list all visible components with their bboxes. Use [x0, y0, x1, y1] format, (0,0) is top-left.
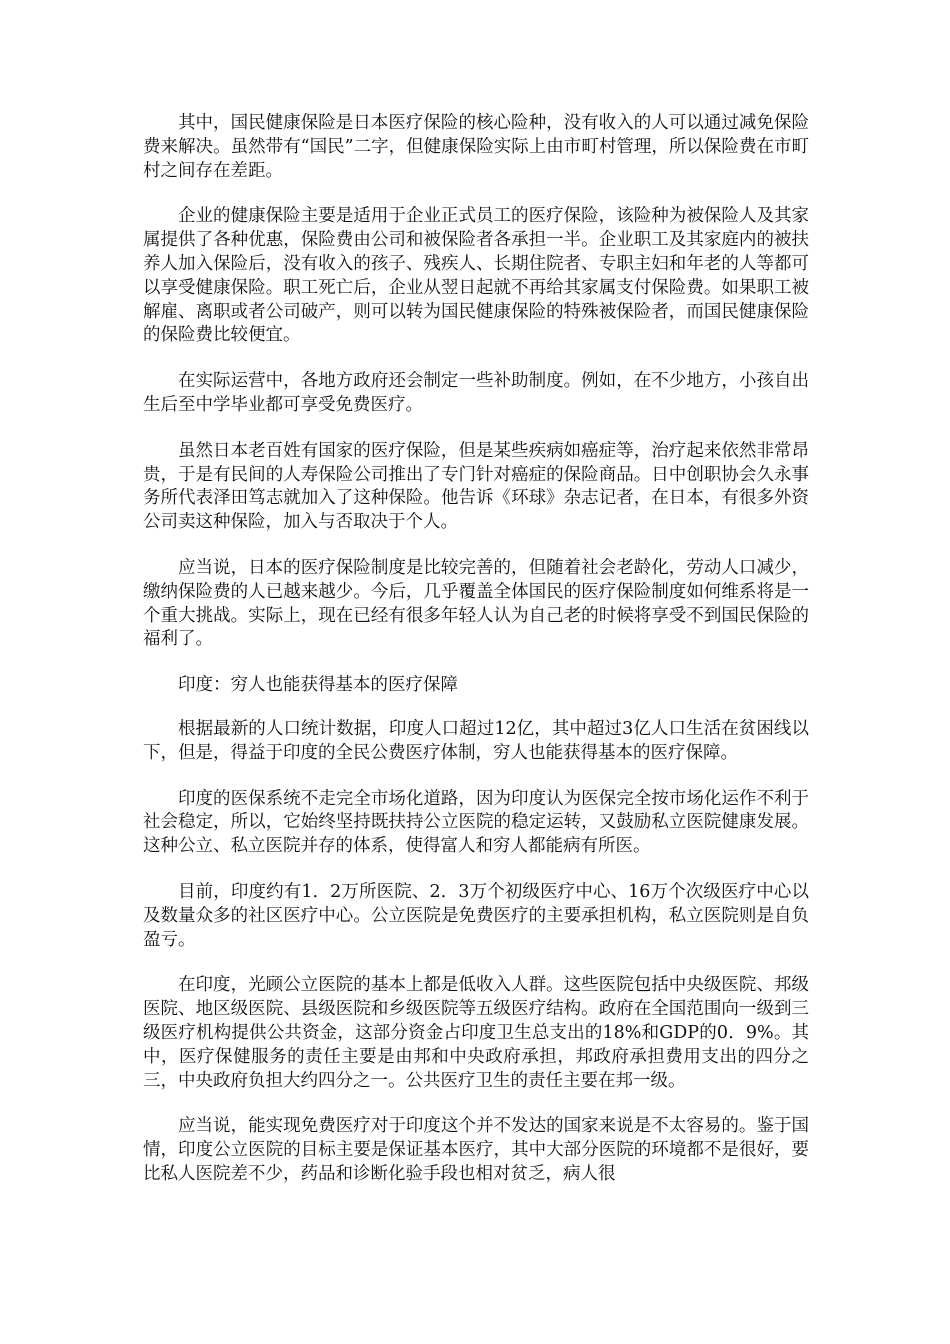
paragraph-japan-cancer-insurance: 虽然日本老百姓有国家的医疗保险，但是某些疾病如癌症等，治疗起来依然非常昂贵，于是有民间的人寿保险公司推出了专门针对癌症的保险商品。日中创职协会久永事务所代表泽田笃志就加入了这种保险。他告诉《环球》杂志记者，在日本，有很多外资公司卖这种保险，加入与否取决于个人。	[143, 440, 809, 533]
paragraph-india-free-care: 应当说，能实现免费医疗对于印度这个并不发达的国家来说是不太容易的。鉴于国情，印度公立医院的目标主要是保证基本医疗，其中大部分医院的环境都不是很好，要比私人医院差不少，药品和诊断化验手段也相对贫乏，病人很	[143, 1116, 809, 1184]
paragraph-japan-local-subsidy: 在实际运营中，各地方政府还会制定一些补助制度。例如，在不少地方，小孩自出生后至中学毕业都可享受免费医疗。	[143, 371, 809, 415]
section-heading-india: 印度：穷人也能获得基本的医疗保障	[178, 675, 458, 696]
paragraph-japan-challenges: 应当说，日本的医疗保险制度是比较完善的，但随着社会老龄化，劳动人口减少，缴纳保险费的人已越来越少。今后，几乎覆盖全体国民的医疗保险制度如何维系将是一个重大挑战。实际上，现在已经有很多年轻人认为自己老的时候将享受不到国民保险的福利了。	[143, 557, 809, 650]
paragraph-japan-national-insurance: 其中，国民健康保险是日本医疗保险的核心险种，没有收入的人可以通过减免保险费来解决。虽然带有“国民”二字，但健康保险实际上由市町村管理，所以保险费在市町村之间存在差距。	[143, 113, 809, 181]
paragraph-india-facilities: 目前，印度约有1．2万所医院、2．3万个初级医疗中心、16万个次级医疗中心以及数量众多的社区医疗中心。公立医院是免费医疗的主要承担机构，私立医院则是自负盈亏。	[143, 881, 809, 950]
paragraph-india-public-hospitals: 在印度，光顾公立医院的基本上都是低收入人群。这些医院包括中央级医院、邦级医院、地区级医院、县级医院和乡级医院等五级医疗结构。政府在全国范围向一级到三级医疗机构提供公共资金，这部分资金占印度卫生总支出的18%和GDP的0．9%。其中，医疗保健服务的责任主要是由邦和中央政府承担，邦政府承担费用支出的四分之三，中央政府负担大约四分之一。公共医疗卫生的责任主要在邦一级。	[143, 975, 809, 1091]
paragraph-india-population: 根据最新的人口统计数据，印度人口超过12亿，其中超过3亿人口生活在贫困线以下，但是，得益于印度的全民公费医疗体制，穷人也能获得基本的医疗保障。	[143, 718, 809, 763]
paragraph-india-system: 印度的医保系统不走完全市场化道路，因为印度认为医保完全按市场化运作不利于社会稳定，所以，它始终坚持既扶持公立医院的稳定运转，又鼓励私立医院健康发展。这种公立、私立医院并存的体系，使得富人和穷人都能病有所医。	[143, 788, 809, 857]
paragraph-japan-corporate-insurance: 企业的健康保险主要是适用于企业正式员工的医疗保险，该险种为被保险人及其家属提供了各种优惠，保险费由公司和被保险者各承担一半。企业职工及其家庭内的被扶养人加入保险后，没有收入的孩子、残疾人、长期住院者、专职主妇和年老的人等都可以享受健康保险。职工死亡后，企业从翌日起就不再给其家属支付保险费。如果职工被解雇、离职或者公司破产，则可以转为国民健康保险的特殊被保险者，而国民健康保险的保险费比较便宜。	[143, 206, 809, 346]
document-page	[143, 112, 809, 1209]
